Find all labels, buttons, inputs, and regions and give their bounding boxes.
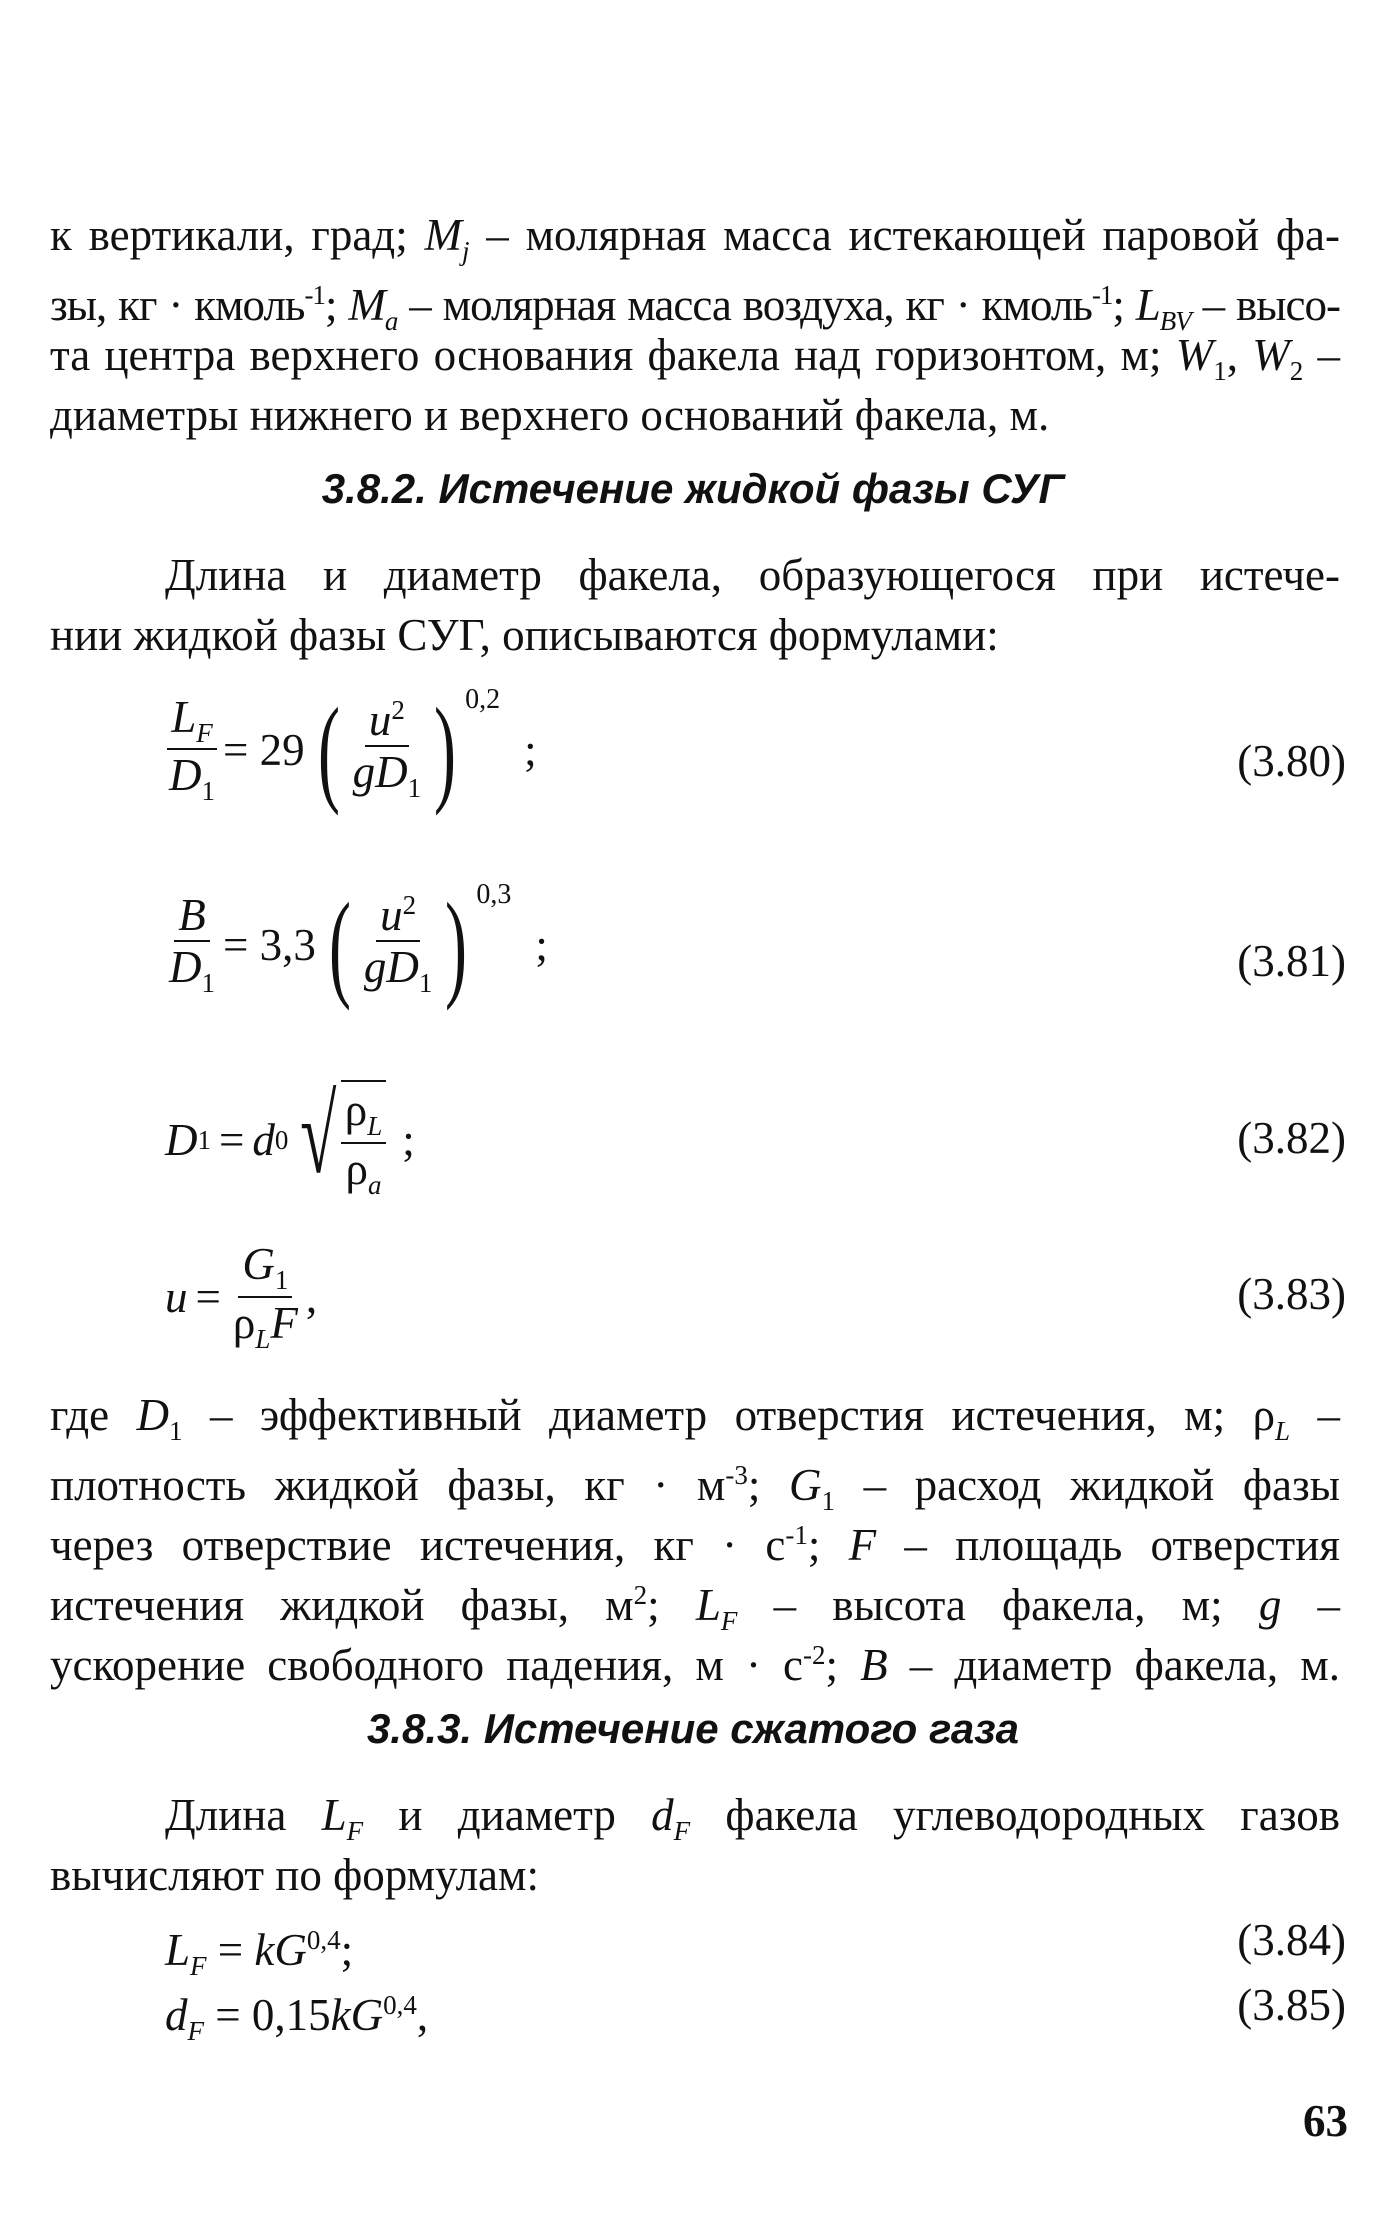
left-paren: ( <box>317 683 340 816</box>
text-line: та центра верхнего основания факела над горизонтом, м; $W_1$, $W_2$ – <box>50 330 1341 386</box>
text-line: вычисляют по формулам: <box>50 1850 539 1900</box>
equation-3-85: $d_F = 0,15kG^{0,4}$, <box>165 1990 429 2046</box>
text-line: ускорение свободного падения, $м \cdot с^{-2}$; B – диаметр факела, м. <box>50 1640 1340 1690</box>
equation-number: (3.81) <box>1237 936 1346 986</box>
right-paren: ) <box>434 683 457 816</box>
equation-3-80: $\frac{L_F}{D_1}$ = 29 ( $\frac{u^2}{gD_1}$ ) 0,2 ; <box>165 690 537 810</box>
text-line: истечения жидкой фазы, $м^2$; $L_F$ – высота факела, м; g – <box>50 1580 1341 1636</box>
equation-number: (3.82) <box>1237 1113 1346 1163</box>
fraction: $\frac{u^2}{gD_1}$ <box>352 694 422 804</box>
equation-number: (3.84) <box>1237 1915 1346 1965</box>
text-line: плотность жидкой фазы, кг · $м^{-3}$; $G_1$ – расход жидкой фазы <box>50 1460 1340 1516</box>
text-line: Длина $L_F$ и диаметр $d_F$ факела углеводородных газов <box>165 1790 1340 1846</box>
fraction: $\frac{B}{D_1}$ <box>169 889 215 999</box>
square-root: √ $\frac{\rho_L}{\rho_a}$ <box>288 1080 386 1201</box>
page-number: 63 <box>1303 2096 1348 2146</box>
text-line: где $D_1$ – эффективный диаметр отверстия истечения, м; $\rho_L$ – <box>50 1390 1341 1446</box>
right-paren: ) <box>445 878 468 1011</box>
equation-3-81: $\frac{B}{D_1}$ = 3,3 ( $\frac{u^2}{gD_1}$ ) 0,3 ; <box>165 885 548 1005</box>
text-line: нии жидкой фазы СУГ, описываются формулами: <box>50 610 999 660</box>
fraction: $\frac{u^2}{gD_1}$ <box>363 889 433 999</box>
equation-number: (3.80) <box>1237 736 1346 786</box>
equation-3-82: D 1 = d 0 √ $\frac{\rho_L}{\rho_a}$ ; <box>165 1074 415 1200</box>
equation-3-83: u = $\frac{G_1}{\rho_LF}$ , <box>165 1239 318 1354</box>
equation-3-84: $L_F = kG^{0,4}$; <box>165 1925 354 1981</box>
text-line: диаметры нижнего и верхнего оснований факела, м. <box>50 390 1050 440</box>
section-heading: 3.8.3. Истечение сжатого газа <box>366 1705 1020 1752</box>
text-line: через отверствие истечения, кг · $с^{-1}$; F – площадь отверстия <box>50 1520 1340 1570</box>
equation-number: (3.85) <box>1237 1980 1346 2030</box>
text-line: к вертикали, град; $M_j$ – молярная масса истекающей паровой фа- <box>50 210 1340 266</box>
text-line: зы, кг · кмоль$^{-1}$; $M_a$ – молярная масса воздуха, кг · кмоль$^{-1}$; $L_{BV}$ – высо- <box>50 280 1340 336</box>
equation-number: (3.83) <box>1237 1269 1346 1319</box>
fraction: $\frac{G_1}{\rho_LF}$ <box>232 1239 298 1354</box>
text-line: Длина и диаметр факела, образующегося при истече- <box>165 550 1340 600</box>
section-heading: 3.8.2. Истечение жидкой фазы СУГ <box>321 465 1065 512</box>
fraction: $\frac{L_F}{D_1}$ <box>169 691 215 807</box>
left-paren: ( <box>328 878 351 1011</box>
